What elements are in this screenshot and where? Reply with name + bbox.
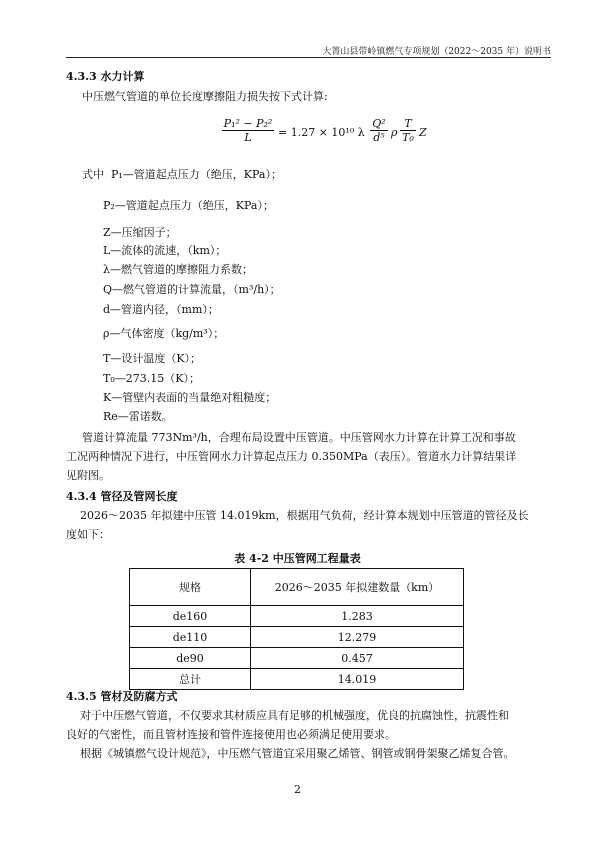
formula-rho: ρ (391, 126, 398, 139)
section-heading-4-3-5: 4.3.5 管材及防腐方式 (66, 690, 178, 703)
formula-t-denominator: T₀ (400, 130, 416, 144)
header-rule (66, 57, 551, 58)
table-cell: 总计 (130, 669, 251, 690)
table-cell: 0.457 (251, 648, 464, 669)
table-header-row (130, 569, 464, 606)
formula-lhs-denominator: L (222, 130, 274, 144)
table-cell: de90 (130, 648, 251, 669)
section-heading-4-3-3: 4.3.3 水力计算 (66, 70, 145, 83)
formula-coefficient: = 1.27 × 10¹⁰ λ (278, 126, 365, 139)
table-cell: 14.019 (251, 669, 464, 690)
definition-t: T—设计温度（K）； (103, 352, 202, 365)
definition-rho: ρ—气体密度（kg/m³）； (103, 327, 225, 340)
where-label: 式中 (82, 168, 104, 181)
table-row (130, 606, 464, 627)
paragraph-line: 见附图。 (66, 469, 110, 482)
table-cell: de160 (130, 606, 251, 627)
pipe-quantity-table (129, 568, 464, 690)
definition-p1: P₁—管道起点压力（绝压，KPa）； (111, 168, 282, 181)
table-row (130, 669, 464, 690)
friction-loss-formula (222, 117, 427, 157)
section-heading-4-3-4: 4.3.4 管径及管网长度 (66, 490, 178, 503)
formula-lhs-numerator: P₁² − P₂² (223, 117, 273, 130)
column-header: 规格 (130, 569, 251, 606)
table-title: 表 4-2 中压管网工程量表 (234, 552, 361, 565)
formula-lhs-fraction (222, 117, 274, 144)
paragraph-line: 工况两种情况下进行，中压管网水力计算起点压力 0.350MPa（表压）。管道水力计算结果详 (66, 450, 517, 463)
intro-text: 中压燃气管道的单位长度摩擦阻力损失按下式计算: (82, 90, 328, 103)
table-cell: 1.283 (251, 606, 464, 627)
paragraph-line: 对于中压燃气管道，不仅要求其材质应具有足够的机械强度，优良的抗腐蚀性，抗震性和 (80, 709, 509, 722)
column-header: 2026～2035 年拟建数量（km） (251, 569, 464, 606)
definition-z: Z—压缩因子； (103, 226, 177, 239)
table-row (130, 648, 464, 669)
running-header: 大箐山县带岭镇燃气专项规划（2022～2035 年）说明书 (322, 47, 551, 57)
definition-d: d—管道内径，（mm）； (103, 303, 219, 316)
table-row (130, 627, 464, 648)
formula-t-numerator: T (404, 117, 412, 130)
paragraph-line: 度如下： (66, 528, 110, 541)
table-cell: 12.279 (251, 627, 464, 648)
definition-q: Q—燃气管道的计算流量，（m³/h）； (103, 283, 281, 296)
paragraph-line: 管道计算流量 773Nm³/h，合理布局设置中压管道。中压管网水力计算在计算工况和事故 (82, 431, 516, 444)
formula-t-fraction (400, 117, 416, 144)
formula-q-numerator: Q² (372, 117, 386, 130)
definition-l: L—流体的流速，（km）； (103, 244, 227, 257)
definition-t0: T₀—273.15（K）； (103, 372, 200, 385)
paragraph-line: 2026～2035 年拟建中压管 14.019km，根据用气负荷，经计算本规划中压管道的管径及长 (80, 509, 529, 522)
definition-k: K—管壁内表面的当量绝对粗糙度； (103, 391, 277, 404)
definition-lambda: λ—燃气管道的摩擦阻力系数； (103, 263, 253, 276)
definition-re: Re—雷诺数。 (103, 410, 173, 423)
formula-z: Z (419, 126, 427, 139)
formula-q-fraction (370, 117, 388, 144)
page-number: 2 (294, 783, 301, 796)
formula-q-denominator: d⁵ (370, 130, 388, 144)
definition-p2: P₂—管道起点压力（绝压，KPa）； (103, 199, 274, 212)
paragraph-line: 良好的气密性，而且管材连接和管件连接使用也必须满足使用要求。 (66, 728, 396, 741)
paragraph-line: 根据《城镇燃气设计规范》，中压燃气管道宜采用聚乙烯管、钢管或钢骨架聚乙烯复合管。 (80, 747, 515, 760)
table-cell: de110 (130, 627, 251, 648)
